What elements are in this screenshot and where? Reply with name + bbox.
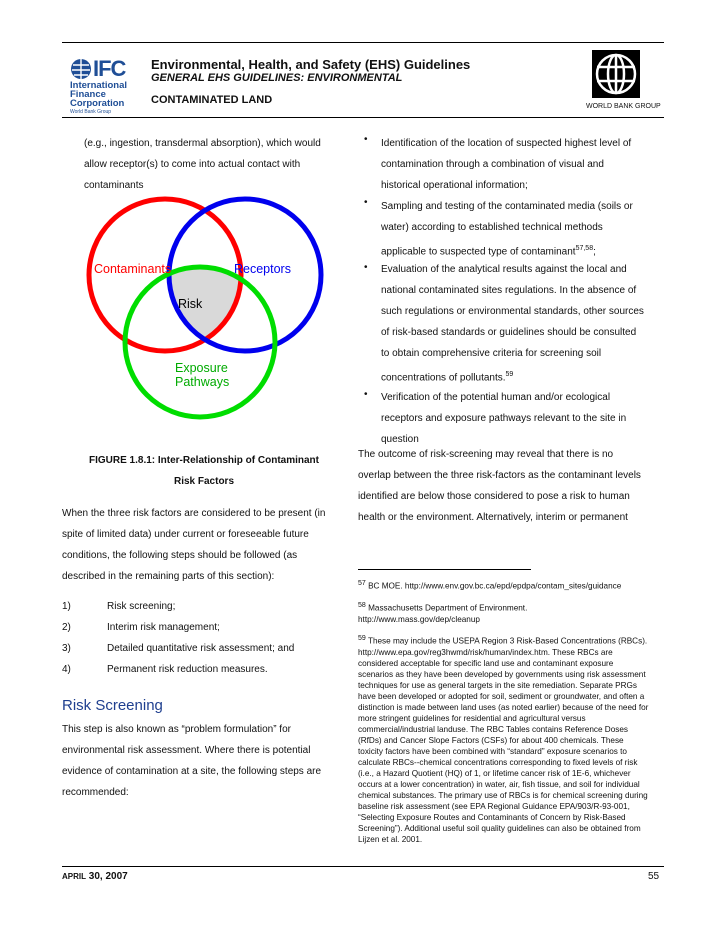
caption-line: FIGURE 1.8.1: Inter-Relationship of Contaminant [88,455,319,466]
footnote-line: commercial/industrial landuse. The RBC Tables contains Reference Doses [358,724,629,734]
risk-label: Risk [178,297,203,311]
footnote-line: Screening”). Additional useful soil quality guidelines can also be obtained from [358,823,641,833]
bullet-text: concentrations of pollutants. [381,372,506,384]
rs-line: This step is also known as “problem formulation” for [62,724,291,735]
step-number: 1) [62,601,71,612]
footer-date [62,871,128,882]
bullet-dot: • [364,197,368,208]
footnote-58 [358,600,668,625]
world-bank-globe-icon [592,50,640,98]
section-heading: Risk Screening [62,697,163,714]
header-subtitle: GENERAL EHS GUIDELINES: ENVIRONMENTAL [151,72,403,84]
footnote-ref: 59 [505,371,514,378]
outcome-line: overlap between the three risk-factors as the contaminant levels [358,470,641,481]
bullet-line: question [381,434,419,445]
step-text: Detailed quantitative risk assessment; and [107,643,295,654]
step-number: 2) [62,622,71,633]
header-section: CONTAMINATED LAND [151,94,273,106]
para-line: When the three risk factors are considered to be present (in [62,508,326,519]
header-title: Environmental, Health, and Safety (EHS) Guidelines [151,57,471,72]
footnote-number: 59 [358,635,366,642]
risk-factors-paragraph [62,503,352,587]
outcome-paragraph [358,444,668,528]
rs-line: evidence of contamination at a site, the following steps are [62,766,322,777]
bullet-text: ; [593,246,596,258]
footnote-text: These may include the USEPA Region 3 Risk-Based Concentrations (RBCs). [367,636,648,646]
bullet-text: applicable to suspected type of contaminant [381,246,576,258]
footnote-line: Lijzen et al. 2001. [358,834,423,844]
step-number: 4) [62,664,71,675]
outcome-line: health or the environment. Alternatively, interim or permanent [358,512,628,523]
bullet-dot: • [364,262,368,273]
header-org: WORLD BANK GROUP [586,103,661,110]
ifc-letters: IFC [93,56,126,81]
exposure-label: Exposure [175,361,228,375]
rs-line: environmental risk assessment. Where there is potential [62,745,311,756]
intro-text [84,133,344,196]
footnote-line: toxicity factors have been combined with “standard” exposure scenarios to [358,746,627,756]
footnote-line: have been developed or adopted for soil, sediment or groundwater, and often a [358,691,645,701]
footer-rule [62,866,664,867]
footnote-line: http://www.epa.gov/reg3hwmd/risk/human/index.htm. These RBCs are [358,647,613,657]
footnote-separator [358,569,531,570]
bullet-line [381,364,671,388]
footnote-57 [358,578,668,592]
bullet-sampling [381,196,671,262]
risk-screening-paragraph [62,719,354,803]
footnote-text: BC MOE. http://www.env.gov.bc.ca/epd/epdpa/contam_sites/guidance [368,581,622,591]
bullet-line: to obtain comprehensive criteria for screening soil [381,348,602,359]
intro-line: contaminants [84,180,144,191]
bullet-line: such regulations or environmental standards, other sources [381,306,644,317]
para-line: conditions, the following steps should be followed (as [62,550,298,561]
bullet-line: Sampling and testing of the contaminated media (soils or [381,201,633,212]
receptors-label: Receptors [234,262,291,276]
header-top-rule [62,42,664,43]
ifc-line3: Corporation [70,98,125,109]
footnote-line: techniques for use as general targets in the site remediation. Separate PRGs [358,680,637,690]
outcome-line: The outcome of risk-screening may reveal that there is no [358,449,614,460]
footnote-line: calculate RBCs--chemical concentrations corresponding to fixed levels of risk [358,757,638,767]
intro-line: allow receptor(s) to come into actual contact with [84,159,301,170]
rs-line: recommended: [62,787,129,798]
figure-caption [62,450,346,492]
contaminants-label: Contaminants [94,262,172,276]
bullet-line: of risk-based standards or guidelines should be consulted [381,327,637,338]
footnote-line: more stringent guidelines for residential and agricultural versus [358,713,586,723]
footnote-line [358,633,670,647]
bullet-line: contamination through a combination of visual and [381,159,604,170]
header-bottom-rule [62,117,664,118]
bullet-verification [381,387,671,450]
ifc-logo [68,53,148,119]
bullet-line: historical operational information; [381,180,528,191]
page-number: 55 [648,871,660,882]
footnote-line: “Selecting Exposure Routes and Contaminants of Concern by Risk-Based [358,812,626,822]
footnote-line: distinction is made between land uses (as noted earlier) because of the need for [358,702,649,712]
bullet-line: receptors and exposure pathways relevant to the site in [381,413,627,424]
step-number: 3) [62,643,71,654]
footnote-number: 58 [358,602,366,609]
ifc-line2: Finance [70,89,106,100]
bullet-evaluation [381,259,671,388]
footer-date-text: 30, 2007 [88,871,128,882]
footnote-line: http://www.mass.gov/dep/cleanup [358,614,480,624]
para-line: spite of limited data) under current or foreseeable future [62,529,309,540]
bullet-line: water) according to established technical methods [381,222,603,233]
footnote-line: baseline risk assessment (see EPA Regional Guidance EPA/903/R-93-001, [358,801,630,811]
intro-line: (e.g., ingestion, transdermal absorption), which would [84,138,321,149]
footnote-line: considered acceptable for specific land use and contaminant exposure [358,658,614,668]
pathways-label: Pathways [175,375,230,389]
outcome-line: identified are below those considered to pose a risk to human [358,491,630,502]
footnote-line: occurs at a lower concentration) in water, air, fish tissue, and soil for individual [358,779,640,789]
step-text: Permanent risk reduction measures. [107,664,268,675]
bullet-identification [381,133,671,196]
caption-line: Risk Factors [173,476,235,487]
footnote-line: (i.e., a Hazard Quotient (HQ) of 1, or lifetime cancer risk of 1E-6, whichever [358,768,631,778]
footnote-line [358,600,668,614]
footnote-line: (RfDs) and Cancer Slope Factors (CSFs) for about 400 chemicals. These [358,735,624,745]
step-text: Risk screening; [107,601,176,612]
bullet-line: Verification of the potential human and/or ecological [381,392,611,403]
venn-diagram [60,190,340,435]
para-line: described in the remaining parts of this section): [62,571,275,582]
footnote-number: 57 [358,580,366,587]
bullet-line: Evaluation of the analytical results against the local and [381,264,627,275]
step-text: Interim risk management; [107,622,220,633]
footnote-text: Massachusetts Department of Environment. [368,603,528,613]
world-bank-logo [592,50,640,98]
bullet-dot: • [364,134,368,145]
bullet-line: Identification of the location of suspected highest level of [381,138,632,149]
bullet-dot: • [364,389,368,400]
footer-date-prefix: APRIL [62,872,86,881]
footnote-line: chemical substances. The primary use of RBCs is for chemical screening during [358,790,648,800]
ifc-line4: World Bank Group [70,109,112,115]
bullet-line: national contaminated sites regulations. In the absence of [381,285,637,296]
footnote-ref: 57,58 [575,245,594,252]
ifc-line1: International [70,80,128,91]
footnote-line: scenarios as they have been developed by governments using risk assessment [358,669,646,679]
footnote-59 [358,633,670,845]
